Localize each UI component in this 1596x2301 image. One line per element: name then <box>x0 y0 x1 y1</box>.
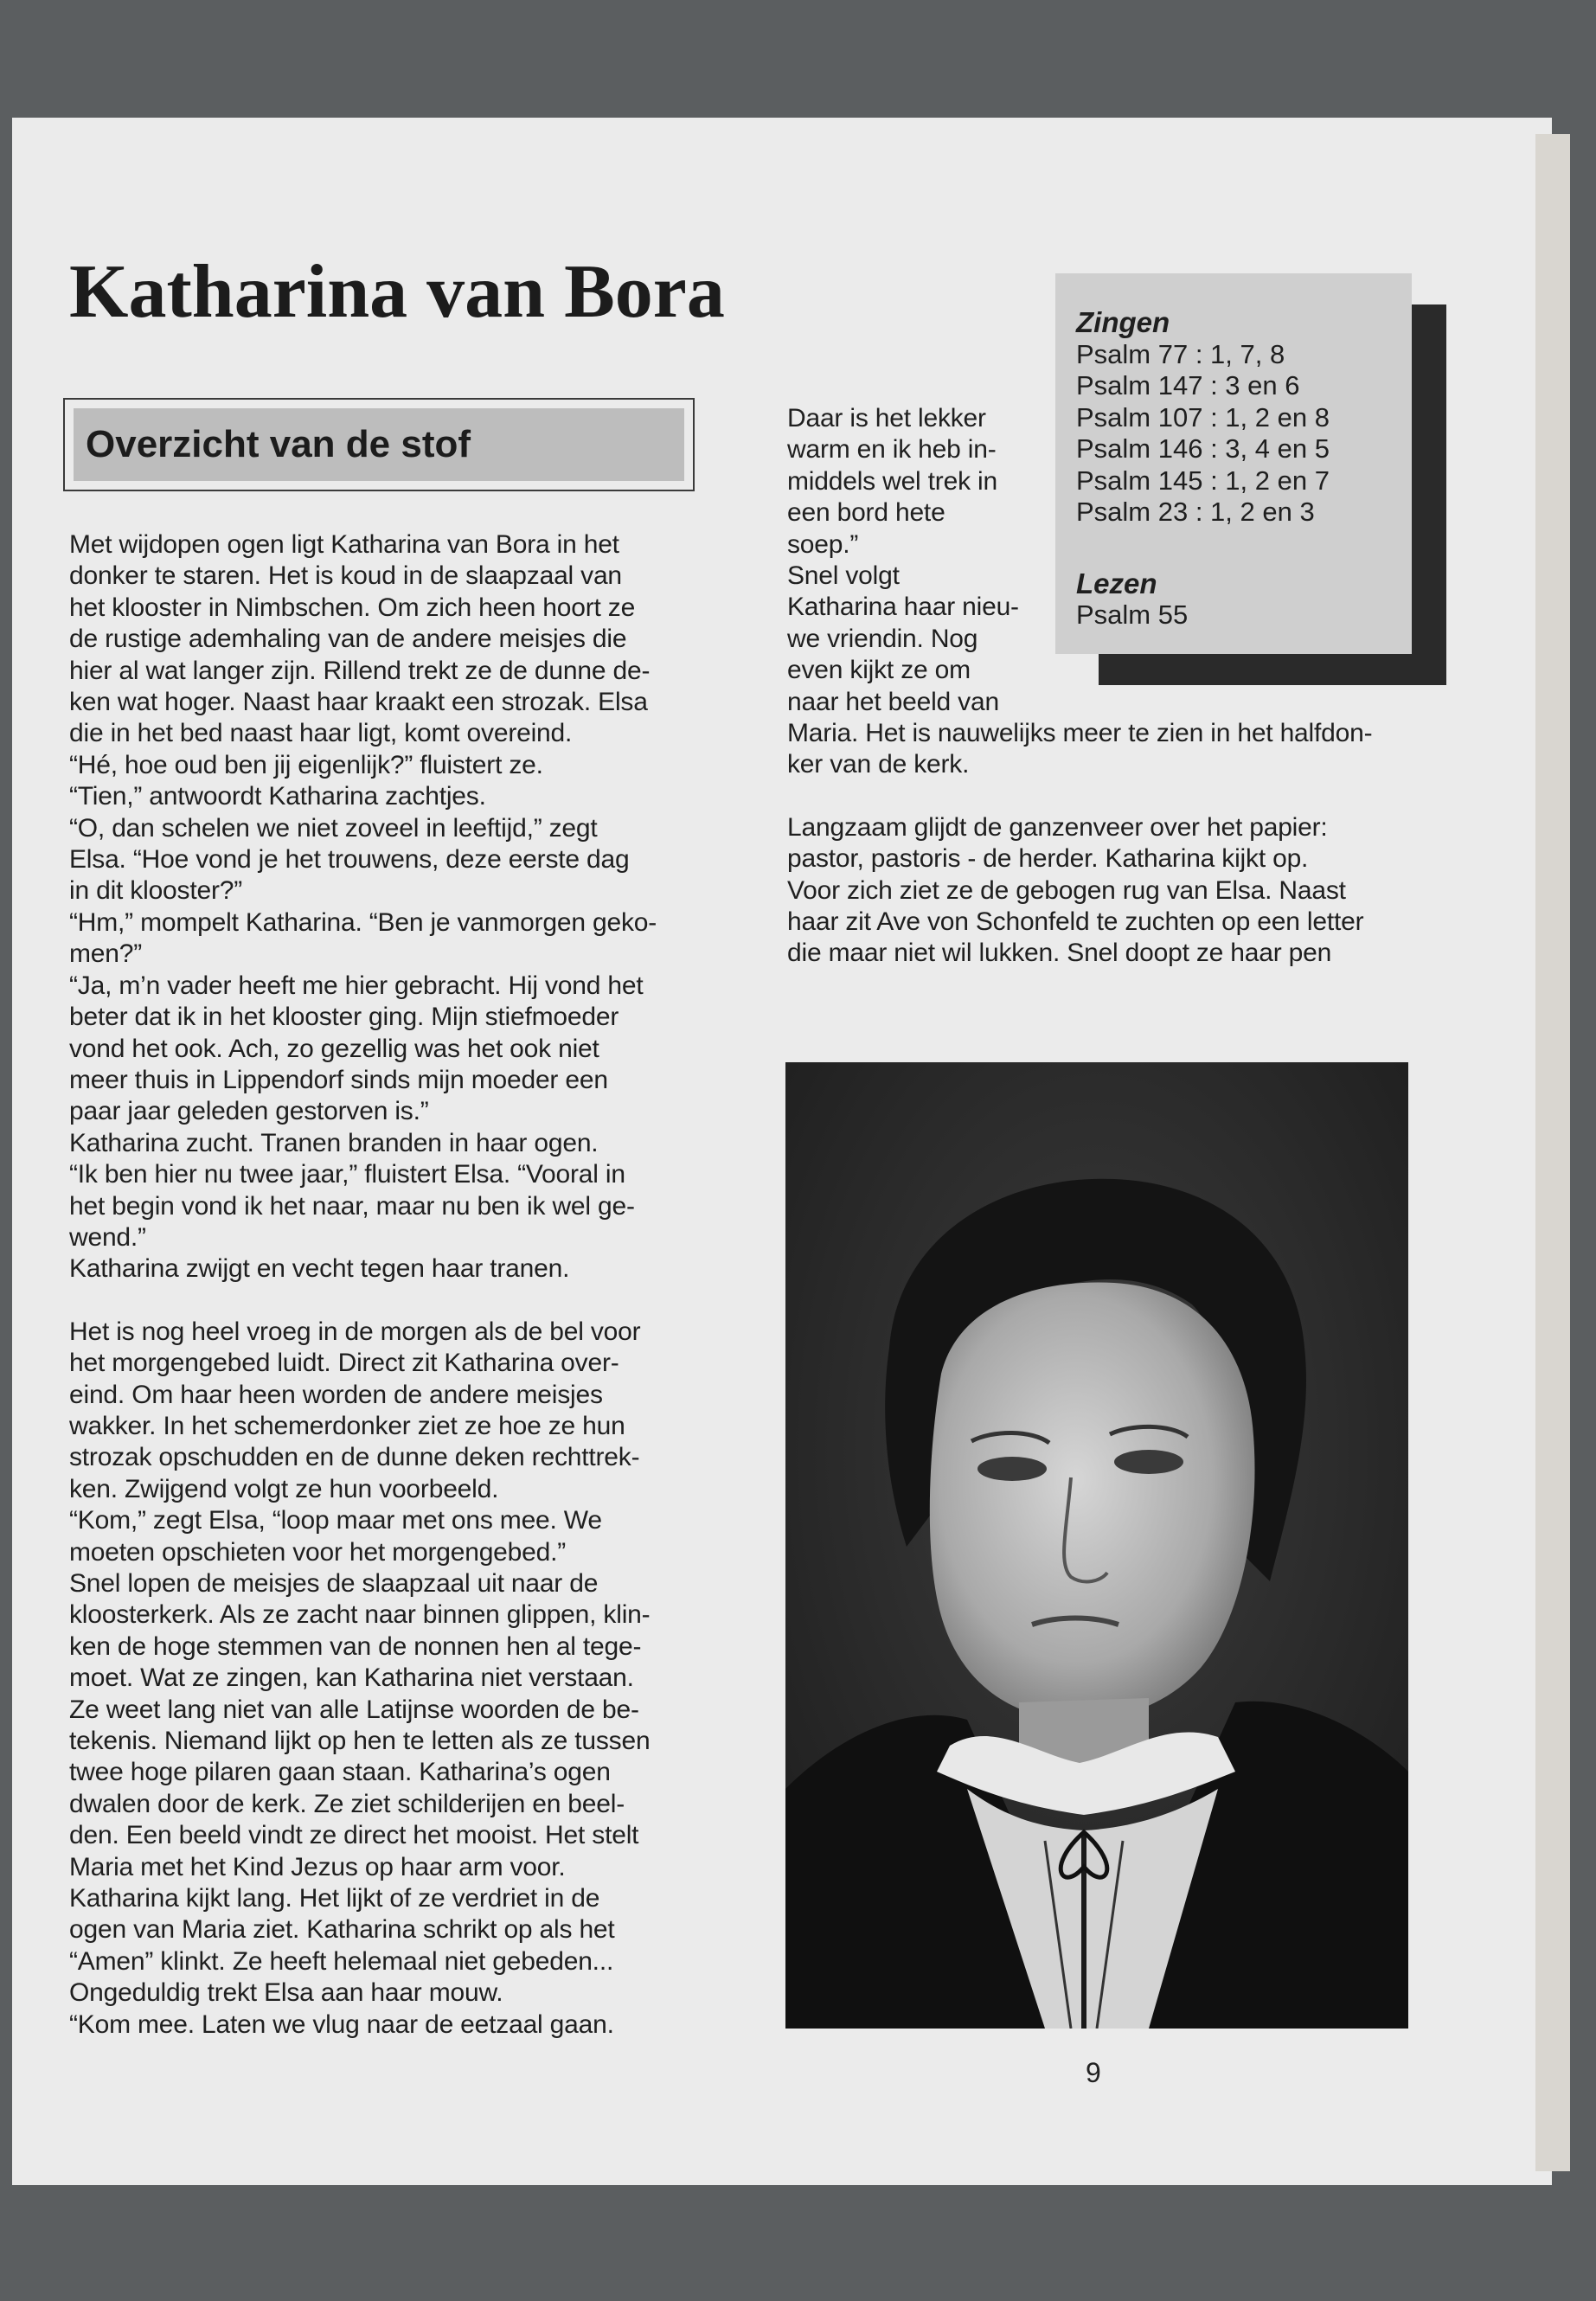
text-line: Ongeduldig trekt Elsa aan haar mouw. <box>69 1978 503 2008</box>
text-line: naar het beeld van <box>787 687 999 716</box>
text-line: dwalen door de kerk. Ze ziet schilderijen en beel- <box>69 1789 625 1818</box>
left-column-text <box>69 529 727 2041</box>
text-line: Ze weet lang niet van alle Latijnse woorden de be- <box>69 1695 639 1724</box>
text-line: Katharina haar nieu- <box>787 593 1019 622</box>
text-line: ken. Zwijgend volgt ze hun voorbeeld. <box>69 1474 499 1503</box>
text-line: we vriendin. Nog <box>787 624 978 653</box>
sing-heading: Zingen <box>1076 306 1170 338</box>
text-line: wend.” <box>69 1222 146 1252</box>
text-line: haar zit Ave von Schonfeld te zuchten op een letter <box>787 907 1364 937</box>
psalm-line: Psalm 145 : 1, 2 en 7 <box>1076 465 1330 496</box>
text-line: ogen van Maria ziet. Katharina schrikt op als het <box>69 1915 615 1945</box>
text-line: men?” <box>69 939 143 969</box>
text-line: het morgengebed luidt. Direct zit Katharina over- <box>69 1349 619 1378</box>
psalm-list <box>1076 339 1388 529</box>
text-line: Met wijdopen ogen ligt Katharina van Bora in het <box>69 530 619 559</box>
text-line: moeten opschieten voor het morgengebed.” <box>69 1537 567 1567</box>
text-line: “Hm,” mompelt Katharina. “Ben je vanmorgen geko- <box>69 907 657 937</box>
text-line: Het is nog heel vroeg in de morgen als de bel voor <box>69 1317 641 1346</box>
text-line: pastor, pastoris - de herder. Katharina kijkt op. <box>787 844 1309 874</box>
text-line: even kijkt ze om <box>787 656 971 685</box>
text-line: Voor zich ziet ze de gebogen rug van Elsa. Naast <box>787 875 1346 905</box>
text-line: “Ja, m’n vader heeft me hier gebracht. Hij vond het <box>69 971 644 1000</box>
text-line: Langzaam glijdt de ganzenveer over het papier: <box>787 812 1328 842</box>
text-line: “Kom mee. Laten we vlug naar de eetzaal gaan. <box>69 2009 614 2039</box>
text-line: Katharina zwijgt en vecht tegen haar tranen. <box>69 1254 570 1284</box>
page-title: Katharina van Bora <box>69 250 725 334</box>
read-heading: Lezen <box>1076 567 1157 599</box>
text-line: het klooster in Nimbschen. Om zich heen hoort ze <box>69 593 636 622</box>
text-line: die in het bed naast haar ligt, komt overeind. <box>69 719 573 748</box>
text-line: Maria. Het is nauwelijks meer te zien in het halfdon- <box>787 719 1373 747</box>
reading-line: Psalm 55 <box>1076 599 1189 630</box>
text-line: ken de hoge stemmen van de nonnen hen al tege- <box>69 1631 642 1661</box>
text-line: Katharina kijkt lang. Het lijkt of ze verdriet in de <box>69 1884 600 1913</box>
text-line: Daar is het lekker <box>787 404 986 433</box>
text-line: tekenis. Niemand lijkt op hen te letten als ze tussen <box>69 1727 651 1756</box>
text-line: twee hoge pilaren gaan staan. Katharina’s ogen <box>69 1758 611 1787</box>
text-line: “Kom,” zegt Elsa, “loop maar met ons mee. We <box>69 1506 602 1535</box>
sidebar-content <box>1076 307 1388 631</box>
text-line: strozak opschudden en de dunne deken rechttrek- <box>69 1443 640 1472</box>
text-line: soep.” <box>787 529 859 559</box>
text-line: kloosterkerk. Als ze zacht naar binnen glippen, klin- <box>69 1600 651 1630</box>
psalm-line: Psalm 107 : 1, 2 en 8 <box>1076 401 1330 433</box>
text-line: beter dat ik in het klooster ging. Mijn stiefmoeder <box>69 1003 619 1032</box>
text-line: in dit klooster?” <box>69 876 243 906</box>
text-line: Snel volgt <box>787 561 900 591</box>
text-line: de rustige ademhaling van de andere meisjes die <box>69 625 627 654</box>
page-number: 9 <box>1086 2057 1101 2088</box>
text-line: “Ik ben hier nu twee jaar,” fluistert Elsa. “Vooral in <box>69 1160 625 1189</box>
psalm-line: Psalm 146 : 3, 4 en 5 <box>1076 433 1330 464</box>
psalm-line: Psalm 23 : 1, 2 en 3 <box>1076 497 1315 527</box>
text-line: paar jaar geleden gestorven is.” <box>69 1097 429 1126</box>
right-column-text <box>787 718 1419 970</box>
page-edge <box>1535 134 1570 2171</box>
text-line: “Hé, hoe oud ben jij eigenlijk?” fluistert ze. <box>69 750 543 779</box>
text-line: het begin vond ik het naar, maar nu ben ik wel ge- <box>69 1191 635 1221</box>
psalm-line: Psalm 147 : 3 en 6 <box>1076 370 1300 401</box>
text-line: den. Een beeld vindt ze direct het mooist. Het stelt <box>69 1821 639 1850</box>
text-line: hier al wat langer zijn. Rillend trekt ze de dunne de- <box>69 656 651 685</box>
text-line: ker van de kerk. <box>787 750 970 779</box>
text-line: “O, dan schelen we niet zoveel in leeftijd,” zegt <box>69 813 598 843</box>
text-line: “Tien,” antwoordt Katharina zachtjes. <box>69 782 486 811</box>
portrait-image <box>785 1062 1408 2029</box>
text-line: Snel lopen de meisjes de slaapzaal uit naar de <box>69 1569 599 1598</box>
text-line: ken wat hoger. Naast haar kraakt een strozak. Elsa <box>69 688 648 717</box>
text-line: wakker. In het schemerdonker ziet ze hoe ze hun <box>69 1411 625 1440</box>
right-column-top-text <box>787 403 1073 718</box>
text-line: een bord hete <box>787 498 945 528</box>
portrait-drawing <box>785 1062 1408 2029</box>
text-line: die maar niet wil lukken. Snel doopt ze haar pen <box>787 939 1332 968</box>
text-line: donker te staren. Het is koud in de slaapzaal van <box>69 561 622 591</box>
text-line: “Amen” klinkt. Ze heeft helemaal niet gebeden... <box>69 1946 614 1976</box>
text-line: warm en ik heb in- <box>787 435 997 465</box>
text-line: eind. Om haar heen worden de andere meisjes <box>69 1380 603 1409</box>
psalm-line: Psalm 77 : 1, 7, 8 <box>1076 338 1285 369</box>
text-line: Maria met het Kind Jezus op haar arm voor. <box>69 1852 566 1881</box>
overview-heading: Overzicht van de stof <box>74 408 684 481</box>
overview-frame <box>63 398 695 491</box>
text-line: Elsa. “Hoe vond je het trouwens, deze eerste dag <box>69 845 630 875</box>
text-line: moet. Wat ze zingen, kan Katharina niet verstaan. <box>69 1663 634 1693</box>
text-line: middels wel trek in <box>787 466 997 496</box>
text-line: Katharina zucht. Tranen branden in haar ogen. <box>69 1128 599 1157</box>
text-line: vond het ook. Ach, zo gezellig was het ook niet <box>69 1034 599 1063</box>
text-line: meer thuis in Lippendorf sinds mijn moeder een <box>69 1065 608 1094</box>
